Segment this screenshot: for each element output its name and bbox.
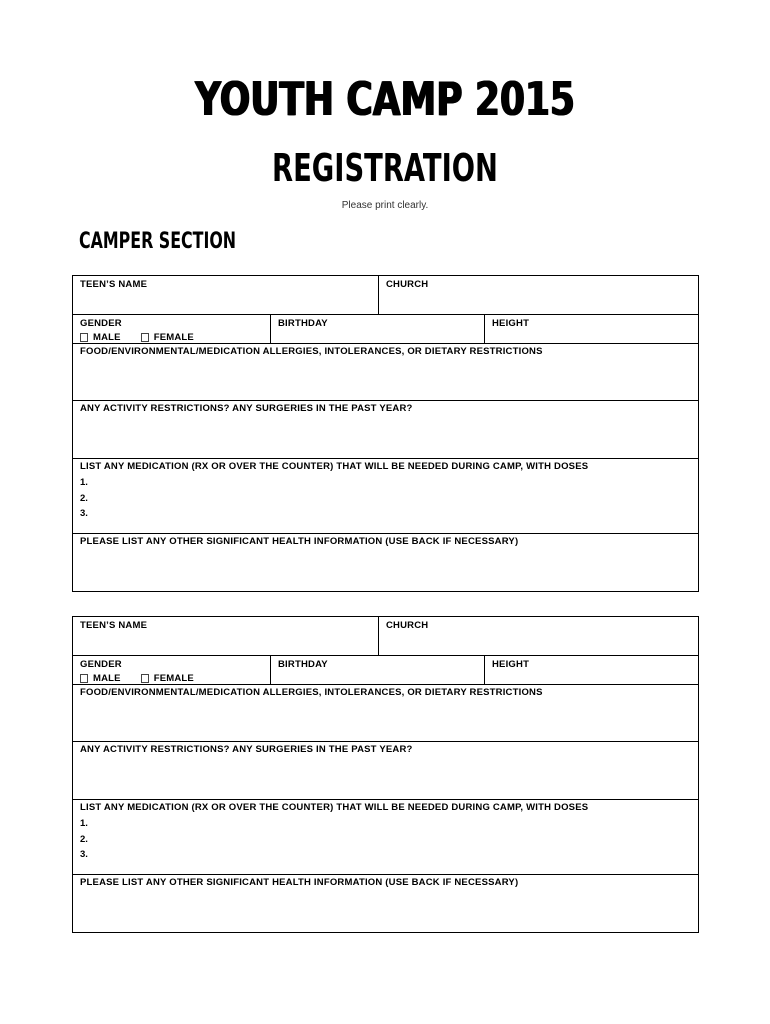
teens-name-label: TEEN’S NAME [80,279,148,290]
birthday-field[interactable] [271,315,485,343]
gender-label: GENDER [80,659,122,670]
activity-label: ANY ACTIVITY RESTRICTIONS? ANY SURGERIES IN THE PAST YEAR? [80,403,413,414]
health-row [73,534,698,591]
camper-form-1 [72,275,699,592]
checkbox-icon [141,674,149,683]
medication-line: 2. [80,833,88,845]
form-title: YOUTH CAMP 2015 [195,72,575,126]
activity-label: ANY ACTIVITY RESTRICTIONS? ANY SURGERIES IN THE PAST YEAR? [80,744,413,755]
teens-name-field[interactable] [73,617,379,655]
height-field[interactable] [485,315,698,343]
health-field[interactable] [73,534,698,591]
medication-row [73,800,698,875]
print-instruction: Please print clearly. [341,200,429,211]
medication-line: 3. [80,849,88,860]
female-label: FEMALE [153,673,194,684]
checkbox-icon [80,674,88,683]
name-row [73,276,698,315]
medication-row [73,459,698,534]
birthday-field[interactable] [271,656,485,684]
gender-field [73,315,271,343]
activity-row [73,401,698,459]
height-field[interactable] [485,656,698,684]
allergies-field[interactable] [73,344,698,400]
female-checkbox[interactable] [141,331,194,344]
allergies-label: FOOD/ENVIRONMENTAL/MEDICATION ALLERGIES, INTOLERANCES, OR DIETARY RESTRICTIONS [80,687,543,698]
health-row [73,875,698,932]
name-row [73,617,698,656]
birthday-label: BIRTHDAY [278,659,328,670]
height-label: HEIGHT [492,659,530,670]
allergies-row [73,685,698,742]
male-checkbox[interactable] [80,331,121,344]
medication-field[interactable] [73,459,698,533]
female-checkbox[interactable] [141,672,194,685]
male-checkbox[interactable] [80,672,121,685]
teens-name-field[interactable] [73,276,379,314]
checkbox-icon [80,333,88,342]
birthday-label: BIRTHDAY [278,318,328,329]
section-title: CAMPER SECTION [79,229,237,254]
medication-line: 1. [80,477,88,488]
info-row [73,315,698,344]
form-subtitle: REGISTRATION [272,146,498,190]
activity-field[interactable] [73,401,698,458]
medication-field[interactable] [73,800,698,874]
allergies-row [73,344,698,401]
church-label: CHURCH [386,279,429,290]
male-label: MALE [93,332,121,343]
height-label: HEIGHT [492,318,530,329]
gender-field [73,656,271,684]
camper-form-2 [72,616,699,933]
health-field[interactable] [73,875,698,932]
medication-line: 1. [80,818,88,829]
teens-name-label: TEEN’S NAME [80,620,148,631]
church-field[interactable] [379,276,698,314]
female-label: FEMALE [153,332,194,343]
church-field[interactable] [379,617,698,655]
info-row [73,656,698,685]
gender-label: GENDER [80,318,122,329]
allergies-label: FOOD/ENVIRONMENTAL/MEDICATION ALLERGIES, INTOLERANCES, OR DIETARY RESTRICTIONS [80,346,543,357]
allergies-field[interactable] [73,685,698,741]
church-label: CHURCH [386,620,429,631]
medication-label: LIST ANY MEDICATION (RX OR OVER THE COUNTER) THAT WILL BE NEEDED DURING CAMP, WITH DOSES [80,802,589,813]
medication-line: 2. [80,492,88,504]
activity-row [73,742,698,800]
health-label: PLEASE LIST ANY OTHER SIGNIFICANT HEALTH INFORMATION (USE BACK IF NECESSARY) [80,536,519,547]
male-label: MALE [93,673,121,684]
health-label: PLEASE LIST ANY OTHER SIGNIFICANT HEALTH INFORMATION (USE BACK IF NECESSARY) [80,877,519,888]
activity-field[interactable] [73,742,698,799]
medication-line: 3. [80,508,88,519]
medication-label: LIST ANY MEDICATION (RX OR OVER THE COUNTER) THAT WILL BE NEEDED DURING CAMP, WITH DOSES [80,461,589,472]
checkbox-icon [141,333,149,342]
